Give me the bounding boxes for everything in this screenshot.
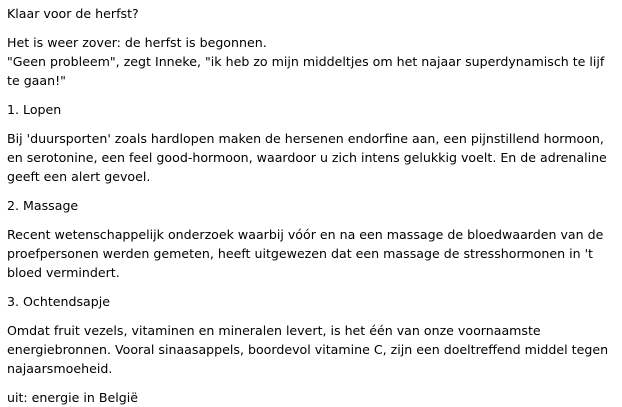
source-line: uit: energie in België — [7, 390, 138, 405]
document-body — [7, 4, 617, 407]
section-heading-lopen: 1. Lopen — [7, 102, 62, 117]
document-title: Klaar voor de herfst? — [7, 6, 139, 21]
section-body-lopen: Bij 'duursporten' zoals hardlopen maken de hersenen endorfine aan, een pijnstillend hormoon, en serotonine, een feel good-hormoon, waardoor u zich intens gelukkig voelt. En de adrenaline geeft een alert gevoel. — [7, 131, 607, 184]
section-heading-massage: 2. Massage — [7, 198, 79, 213]
section-body-ochtendsapje: Omdat fruit vezels, vitaminen en mineralen levert, is het één van onze voornaamste energiebronnen. Vooral sinaasappels, boordevol vitamine C, zijn een doeltreffend middel tegen najaarsmoeheid. — [7, 323, 609, 376]
intro-line-1: Het is weer zover: de herfst is begonnen. — [7, 35, 267, 50]
section-heading-ochtendsapje: 3. Ochtendsapje — [7, 294, 111, 309]
section-body-massage: Recent wetenschappelijk onderzoek waarbij vóór en na een massage de bloedwaarden van de proefpersonen werden gemeten, heeft uitgewezen dat een massage de stresshormonen in 't bloed vermindert. — [7, 227, 604, 280]
intro-line-2: "Geen probleem", zegt Inneke, "ik heb zo mijn middeltjes om het najaar superdynamisch te lijf te gaan!" — [7, 54, 605, 88]
